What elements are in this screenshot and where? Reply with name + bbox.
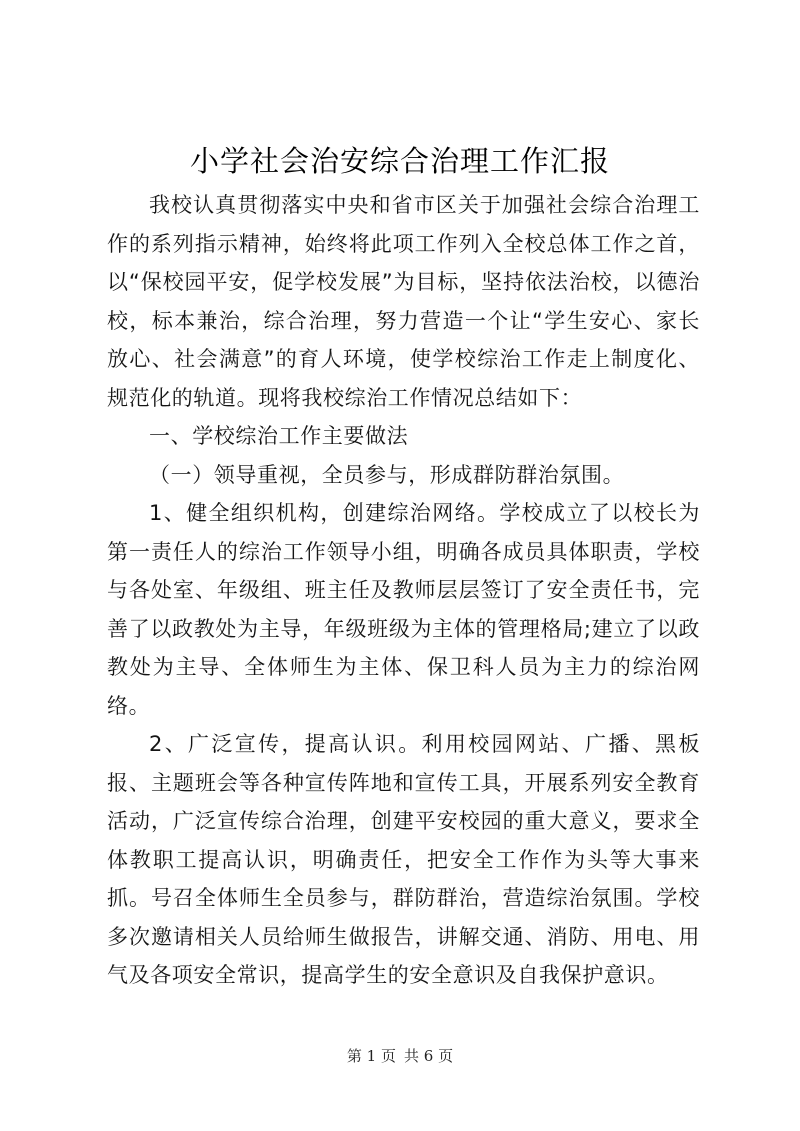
page-number: 第 1 页 <box>346 1047 396 1065</box>
paragraph-publicity: 2、广泛宣传，提高认识。利用校园网站、广播、黑板报、主题班会等各种宣传阵地和宣传工具，开展系列安全教育活动，广泛宣传综合治理，创建平安校园的重大意义，要求全体教职工提高认识，明确责任，把安全工作作为头等大事来抓。号召全体师生全员参与，群防群治，营造综治氛围。学校多次邀请相关人员给师生做报告，讲解交通、消防、用电、用气及各项安全常识，提高学生的安全意识及自我保护意识。 <box>107 732 700 987</box>
subsection-heading: （一）领导重视，全员参与，形成群防群治氛围。 <box>149 462 625 487</box>
section-heading: 一、学校综治工作主要做法 <box>149 424 409 448</box>
paragraph-organization: 1、健全组织机构，创建综治网络。学校成立了以校长为第一责任人的综治工作领导小组，明确各成员具体职责，学校与各处室、年级组、班主任及教师层层签订了安全责任书，完善了以政教处为主导，年级班级为主体的管理格局;建立了以政教处为主导、全体师生为主体、保卫科人员为主力的综治网络。 <box>107 501 700 718</box>
page-footer <box>0 1046 800 1066</box>
page-count: 共 6 页 <box>404 1047 454 1065</box>
paragraph-intro: 我校认真贯彻落实中央和省市区关于加强社会综合治理工作的系列指示精神，始终将此项工作列入全校总体工作之首，以“保校园平安，促学校发展”为目标，坚持依法治校，以德治校，标本兼治，综合治理，努力营造一个让“学生安心、家长放心、社会满意”的育人环境，使学校综治工作走上制度化、规范化的轨道。现将我校综治工作情况总结如下： <box>107 193 700 410</box>
document-title: 小学社会治安综合治理工作汇报 <box>189 144 610 178</box>
document-body <box>107 186 700 995</box>
